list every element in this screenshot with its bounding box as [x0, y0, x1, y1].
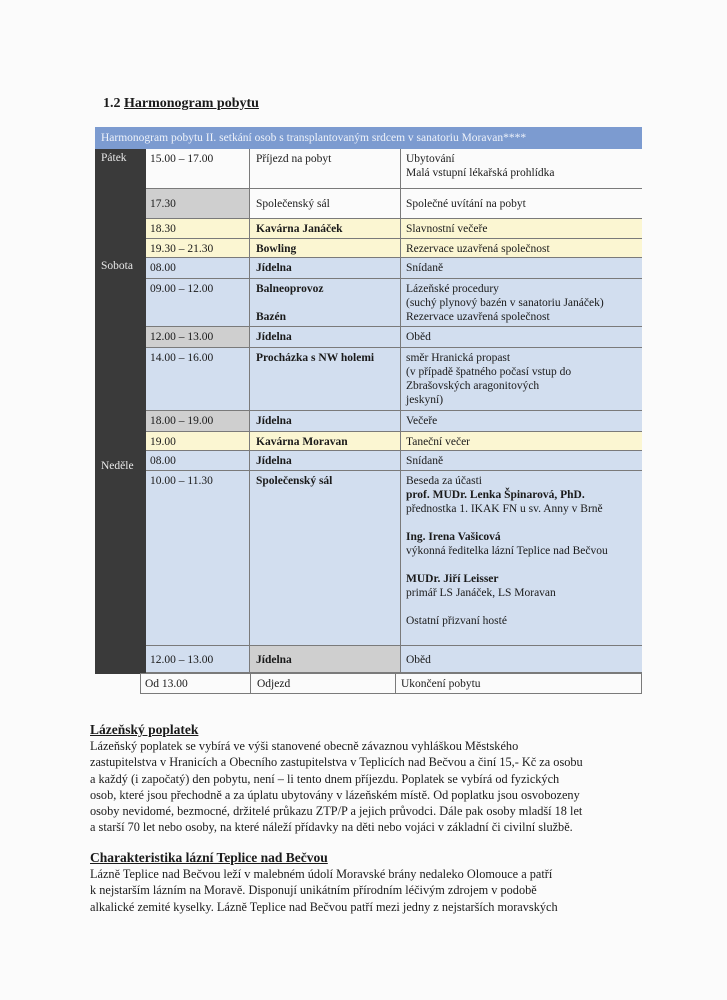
spa-paragraph — [90, 866, 642, 915]
time-cell: 17.30 — [146, 189, 250, 218]
time-cell: 09.00 – 12.00 — [146, 279, 250, 326]
spa-heading: Charakteristika lázní Teplice nad Bečvou — [90, 850, 328, 865]
desc-cell: Oběd — [406, 331, 431, 343]
desc-line: Ubytování — [406, 153, 455, 165]
time-cell: 12.00 – 13.00 — [146, 327, 250, 347]
time-cell: 08.00 — [146, 451, 250, 470]
desc-line: Zbrašovských aragonitových — [406, 380, 540, 392]
day-column — [95, 149, 146, 674]
desc-cell: Snídaně — [406, 455, 444, 467]
time-cell: 10.00 – 11.30 — [146, 471, 250, 645]
place-cell: Kavárna Moravan — [250, 432, 401, 450]
fee-paragraph — [90, 738, 642, 836]
time-cell: Od 13.00 — [141, 674, 251, 693]
section-title-text: Harmonogram pobytu — [124, 96, 259, 111]
table-row — [146, 471, 642, 646]
desc-cell: Snídaně — [406, 262, 444, 274]
desc-line: směr Hranická propast — [406, 352, 511, 364]
fee-heading: Lázeňský poplatek — [90, 722, 199, 737]
text-line: Lázeňský poplatek se vybírá ve výši stanovené obecně závaznou vyhláškou Městského — [90, 739, 519, 753]
place-cell: Jídelna — [250, 411, 401, 431]
guest-name: MUDr. Jiří Leisser — [406, 573, 499, 585]
desc-cell — [401, 471, 642, 645]
text-line: a starší 70 let nebo osoby, na které náleží přídavky na děti nebo vojáci v základní či civilní službě. — [90, 820, 573, 835]
time-cell: 14.00 – 16.00 — [146, 348, 250, 410]
text-line: osoby nevidomé, bezmocné, držitelé průkazu ZTP/P a jejich průvodci. Dále pak osoby mladší 18 let — [90, 804, 583, 819]
table-row — [146, 219, 642, 239]
time-cell: 18.00 – 19.00 — [146, 411, 250, 431]
time-cell: 18.30 — [146, 219, 250, 238]
time-cell: 19.00 — [146, 432, 250, 450]
text-line: zastupitelstva v Hranicích a Obecního zastupitelstva v Teplicích nad Bečvou a činí 15,- Kč za osobu — [90, 755, 583, 770]
time-cell: 19.30 – 21.30 — [146, 239, 250, 257]
text-line: k nejstarším lázním na Moravě. Disponují unikátním přírodním léčivým zdrojem v podobě — [90, 883, 537, 898]
text-line: a každý (i započatý) den pobytu, není – li tento dnem příjezdu. Poplatek se vybírá od fyzických — [90, 771, 560, 786]
desc-cell: Společné uvítání na pobyt — [406, 198, 526, 210]
place-cell: Společenský sál — [250, 471, 401, 645]
table-row — [146, 646, 642, 673]
desc-cell: Večeře — [406, 415, 438, 427]
place-cell: Jídelna — [250, 258, 401, 278]
day-sunday: Neděle — [101, 460, 134, 472]
place-cell: Společenský sál — [250, 189, 401, 218]
desc-cell: Ukončení pobytu — [401, 678, 481, 690]
time-cell: 08.00 — [146, 258, 250, 278]
schedule-table — [95, 127, 642, 695]
place-cell: Odjezd — [251, 674, 396, 693]
text-line: Lázně Teplice nad Bečvou leží v malebném údolí Moravské brány nedaleko Olomouce a patří — [90, 867, 553, 881]
desc-line: (v případě špatného počasí vstup do — [406, 366, 572, 378]
desc-cell — [401, 279, 642, 326]
section-title — [103, 96, 259, 112]
place-cell — [250, 279, 401, 326]
table-row — [146, 279, 642, 327]
guest-name: prof. MUDr. Lenka Špinarová, PhD. — [406, 489, 585, 501]
table-row — [146, 239, 642, 258]
table-row — [146, 327, 642, 348]
section-number: 1.2 — [103, 96, 121, 111]
desc-line: Malá vstupní lékařská prohlídka — [406, 167, 555, 179]
guest-role: primář LS Janáček, LS Moravan — [406, 587, 556, 599]
guest-name: Ing. Irena Vašicová — [406, 531, 501, 543]
desc-cell — [401, 348, 642, 410]
place-cell: Procházka s NW holemi — [250, 348, 401, 410]
place-cell: Kavárna Janáček — [250, 219, 401, 238]
place-cell: Jídelna — [250, 327, 401, 347]
place-line: Balneoprovoz — [256, 283, 324, 295]
table-row — [146, 451, 642, 471]
desc-cell: Slavnostní večeře — [406, 223, 488, 235]
schedule-banner: Harmonogram pobytu II. setkání osob s transplantovaným srdcem v sanatoriu Moravan**** — [95, 127, 642, 149]
desc-cell: Oběd — [406, 654, 431, 666]
table-row — [146, 189, 642, 219]
table-row — [146, 348, 642, 411]
table-row — [146, 149, 642, 189]
place-cell: Bowling — [250, 239, 401, 257]
desc-line: (suchý plynový bazén v sanatoriu Janáček) — [406, 297, 604, 309]
place-cell: Jídelna — [250, 451, 401, 470]
desc-line: Lázeňské procedury — [406, 283, 499, 295]
guests-other: Ostatní přizvaní hosté — [406, 615, 507, 627]
guest-role: výkonná ředitelka lázní Teplice nad Bečvou — [406, 545, 608, 557]
time-cell: 12.00 – 13.00 — [146, 646, 250, 672]
table-row — [146, 432, 642, 451]
time-cell: 15.00 – 17.00 — [146, 149, 250, 188]
desc-cell: Rezervace uzavřená společnost — [406, 243, 550, 255]
place-cell: Jídelna — [250, 646, 401, 672]
desc-line: jeskyní) — [406, 394, 444, 406]
place-line: Bazén — [256, 311, 287, 323]
text-line: alkalické zemité kyselky. Lázně Teplice nad Bečvou patří mezi jedny z nejstarších moravských — [90, 899, 558, 914]
table-row — [146, 258, 642, 279]
table-row — [140, 673, 642, 694]
desc-cell: Taneční večer — [406, 436, 470, 448]
place-cell: Příjezd na pobyt — [250, 149, 401, 188]
desc-cell — [401, 149, 642, 188]
guest-role: přednostka 1. IKAK FN u sv. Anny v Brně — [406, 503, 603, 515]
day-saturday: Sobota — [101, 260, 133, 272]
desc-line: Beseda za účasti — [406, 475, 482, 487]
table-row — [146, 411, 642, 432]
text-line: osob, které jsou přechodně a za úplatu ubytovány v lázeňském místě. Od poplatku jsou osvobozeny — [90, 787, 580, 802]
day-friday: Pátek — [101, 152, 127, 164]
desc-line: Rezervace uzavřená společnost — [406, 311, 550, 323]
